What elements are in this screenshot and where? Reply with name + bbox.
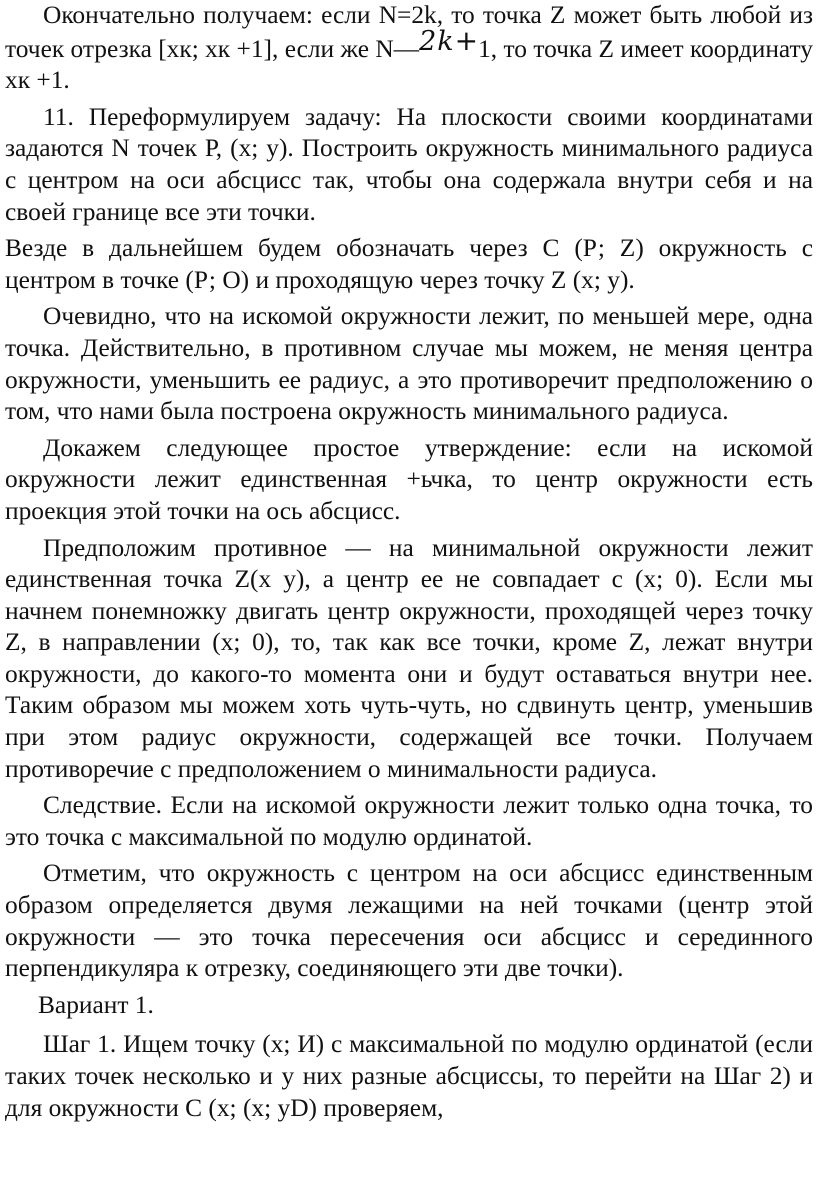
paragraph-corollary: Следствие. Если на искомой окружности лежит только одна точка, то это точка с максимальной по модулю ординатой. bbox=[5, 791, 813, 851]
paragraph-text: Окончательно получаем: если N=2k, то точка Z может быть любой из точек отрезка [хк; хк +1], если же N— bbox=[5, 1, 813, 63]
paragraph-proof: Предположим противное — на минимальной окружности лежит единственная точка Z(х у), а центр ее не совпадает с (х; 0). Если мы начнем понемножку двигать центр окружности, проходящей через точку Z, в направлении (х; 0), то, так как все точки, кроме Z, лежат внутри окружности, до какого-то момента они и будут оставаться внутри нее. Таким образом мы можем хоть чуть-чуть, но сдвинуть центр, уменьшив при этом радиус окружности, содержащей все точки. Получаем противоречие с предположением о минимальности радиуса. bbox=[5, 533, 813, 783]
section-heading-variant-1: Вариант 1. bbox=[38, 990, 154, 1019]
paragraph-problem-11: 11. Переформулируем задачу: На плоскости своими координатами задаются N точек Р, (х; у). Построить окружность минимального радиуса с центром на оси абсцисс так, чтобы она содержала внутри себя и на своей границе все эти точки. bbox=[5, 102, 813, 226]
paragraph-text: 1, то точка Z имеет координату хк +1. bbox=[5, 34, 813, 95]
formula-plus: + bbox=[454, 23, 479, 57]
paragraph-note: Отметим, что окружность с центром на оси абсцисс единственным образом определяется двумя лежащими на ней точками (центр этой окружности — это точка пересечения оси абсцисс и серединного перпендикуляра к отрезку, соединяющего эти две точки). bbox=[5, 859, 813, 983]
paragraph-observation: Очевидно, что на искомой окружности лежит, по меньшей мере, одна точка. Действительно, в противном случае мы можем, не меняя центра окружности, уменьшить ее радиус, а это противоречит предположению о том, что нами была построена окружность минимального радиуса. bbox=[5, 302, 813, 426]
document-page bbox=[5, 0, 813, 1129]
paragraph-claim: Докажем следующее простое утверждение: если на искомой окружности лежит единственная +ьчка, то центр окружности есть проекция этой точки на ось абсцисс. bbox=[5, 433, 813, 525]
paragraph-notation: Везде в дальнейшем будем обозначать через С (Р; Z) окружность с центром в точке (Р; О) и проходящую через точку Z (х; у). bbox=[5, 234, 813, 294]
paragraph-conclusion bbox=[5, 0, 813, 97]
formula-2k: 2k bbox=[419, 25, 455, 57]
paragraph-step-1: Шаг 1. Ищем точку (х; И) с максимальной по модулю ординатой (если таких точек несколько и у них разные абсциссы, то перейти на Шаг 2) и для окружности С (х; (х; уD) проверяем, bbox=[5, 1030, 813, 1122]
